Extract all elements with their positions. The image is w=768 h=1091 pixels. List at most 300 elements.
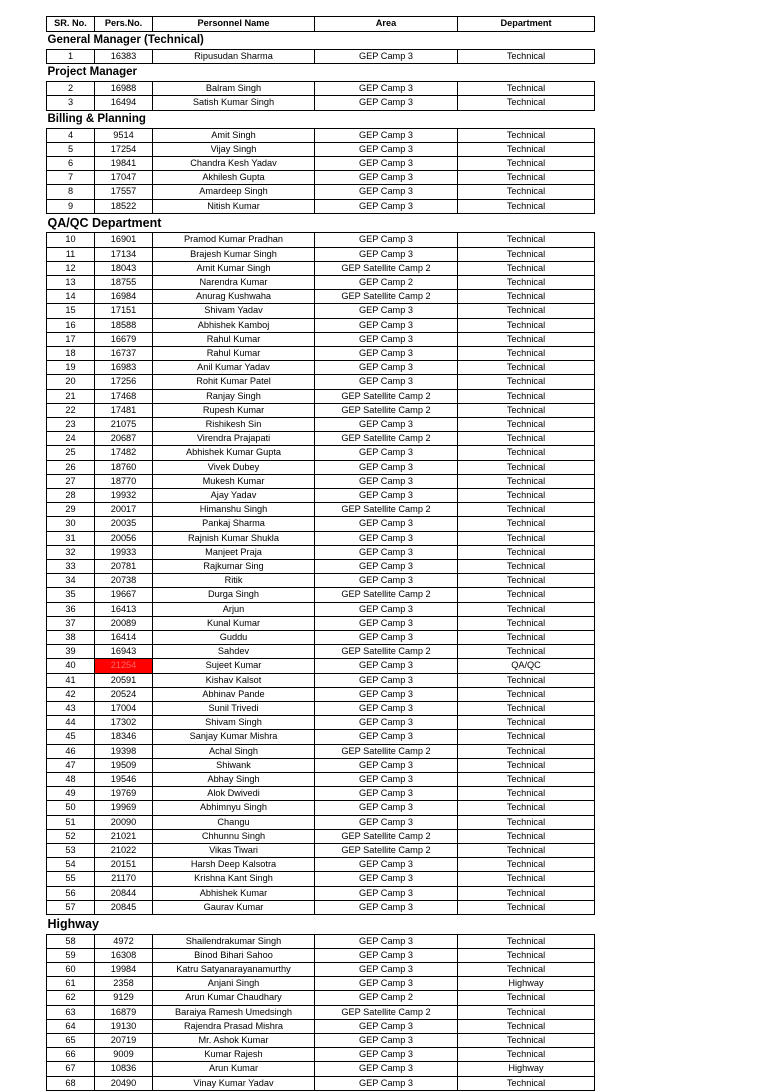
table-row [47,346,595,360]
header-row [47,17,595,32]
sr-no-cell: 35 [47,588,95,602]
personnel-table [46,16,595,1091]
department-cell: Technical [458,361,595,375]
pers-no-cell: 16679 [95,332,153,346]
area-cell: GEP Camp 3 [315,460,458,474]
personnel-name-cell: Rohit Kumar Patel [153,375,315,389]
table-row [47,531,595,545]
personnel-name-cell: Mukesh Kumar [153,474,315,488]
department-cell: Technical [458,829,595,843]
department-cell: Technical [458,716,595,730]
table-row [47,474,595,488]
department-cell: QA/QC [458,659,595,673]
sr-no-cell: 20 [47,375,95,389]
department-cell: Technical [458,432,595,446]
area-cell: GEP Camp 3 [315,787,458,801]
pers-no-cell: 16414 [95,631,153,645]
sr-no-cell: 66 [47,1048,95,1062]
sr-no-cell: 63 [47,1005,95,1019]
personnel-name-cell: Ranjay Singh [153,389,315,403]
pers-no-cell: 21170 [95,872,153,886]
sr-no-cell: 33 [47,560,95,574]
table-row [47,261,595,275]
department-cell: Technical [458,517,595,531]
sr-no-cell: 39 [47,645,95,659]
area-cell: GEP Camp 3 [315,199,458,213]
header-personnel-name: Personnel Name [153,17,315,32]
pers-no-cell: 10836 [95,1062,153,1076]
personnel-name-cell: Harsh Deep Kalsotra [153,858,315,872]
personnel-name-cell: Amardeep Singh [153,185,315,199]
pers-no-cell: 2358 [95,977,153,991]
pers-no-cell: 20089 [95,616,153,630]
department-cell: Technical [458,900,595,914]
area-cell: GEP Camp 3 [315,375,458,389]
department-cell: Technical [458,948,595,962]
sr-no-cell: 1 [47,50,95,64]
department-cell: Technical [458,588,595,602]
department-cell: Technical [458,474,595,488]
table-row [47,290,595,304]
sr-no-cell: 59 [47,948,95,962]
department-cell: Technical [458,332,595,346]
table-row [47,545,595,559]
personnel-name-cell: Vijay Singh [153,142,315,156]
department-cell: Technical [458,171,595,185]
table-row [47,157,595,171]
table-row [47,801,595,815]
table-row [47,389,595,403]
pers-no-cell: 21075 [95,417,153,431]
personnel-name-cell: Rahul Kumar [153,332,315,346]
area-cell: GEP Camp 3 [315,773,458,787]
sr-no-cell: 44 [47,716,95,730]
table-row [47,50,595,64]
table-row [47,730,595,744]
personnel-name-cell: Shiwank [153,758,315,772]
table-row [47,247,595,261]
table-row [47,616,595,630]
pers-no-cell: 4972 [95,934,153,948]
area-cell: GEP Camp 3 [315,247,458,261]
personnel-name-cell: Kunal Kumar [153,616,315,630]
pers-no-cell: 19969 [95,801,153,815]
header-area: Area [315,17,458,32]
sr-no-cell: 12 [47,261,95,275]
table-row [47,417,595,431]
area-cell: GEP Camp 3 [315,659,458,673]
sr-no-cell: 54 [47,858,95,872]
personnel-name-cell: Guddu [153,631,315,645]
pers-no-cell: 20056 [95,531,153,545]
area-cell: GEP Camp 3 [315,1062,458,1076]
pers-no-cell: 16383 [95,50,153,64]
personnel-name-cell: Sujeet Kumar [153,659,315,673]
area-cell: GEP Camp 3 [315,815,458,829]
table-row [47,758,595,772]
pers-no-cell: 9009 [95,1048,153,1062]
pers-no-cell: 19984 [95,962,153,976]
area-cell: GEP Camp 3 [315,948,458,962]
pers-no-cell: 16901 [95,233,153,247]
table-row [47,446,595,460]
pers-no-cell: 18522 [95,199,153,213]
personnel-name-cell: Sanjay Kumar Mishra [153,730,315,744]
area-cell: GEP Camp 3 [315,517,458,531]
pers-no-cell: 16983 [95,361,153,375]
department-cell: Technical [458,304,595,318]
pers-no-cell: 17557 [95,185,153,199]
department-cell: Technical [458,233,595,247]
area-cell: GEP Camp 3 [315,872,458,886]
department-cell: Technical [458,758,595,772]
sr-no-cell: 60 [47,962,95,976]
personnel-name-cell: Abhay Singh [153,773,315,787]
department-cell: Technical [458,446,595,460]
area-cell: GEP Camp 3 [315,1048,458,1062]
table-row [47,96,595,110]
area-cell: GEP Satellite Camp 2 [315,403,458,417]
department-cell: Highway [458,977,595,991]
table-row [47,702,595,716]
sr-no-cell: 3 [47,96,95,110]
department-cell: Technical [458,991,595,1005]
department-cell: Technical [458,375,595,389]
area-cell: GEP Satellite Camp 2 [315,1005,458,1019]
area-cell: GEP Camp 3 [315,560,458,574]
personnel-name-cell: Pankaj Sharma [153,517,315,531]
personnel-name-cell: Sunil Trivedi [153,702,315,716]
table-row [47,142,595,156]
area-cell: GEP Camp 3 [315,346,458,360]
pers-no-cell: 9514 [95,128,153,142]
section-header-row [47,64,595,82]
area-cell: GEP Camp 2 [315,991,458,1005]
sr-no-cell: 16 [47,318,95,332]
personnel-name-cell: Amit Kumar Singh [153,261,315,275]
sr-no-cell: 52 [47,829,95,843]
sr-no-cell: 41 [47,673,95,687]
area-cell: GEP Camp 3 [315,96,458,110]
table-row [47,185,595,199]
personnel-name-cell: Changu [153,815,315,829]
area-cell: GEP Camp 3 [315,1076,458,1090]
personnel-name-cell: Sahdev [153,645,315,659]
table-row [47,1005,595,1019]
table-row [47,1062,595,1076]
personnel-name-cell: Katru Satyanarayanamurthy [153,962,315,976]
department-cell: Technical [458,247,595,261]
personnel-name-cell: Abhishek Kamboj [153,318,315,332]
personnel-name-cell: Nitish Kumar [153,199,315,213]
table-row [47,1019,595,1033]
pers-no-cell: 18770 [95,474,153,488]
table-row [47,403,595,417]
personnel-name-cell: Gaurav Kumar [153,900,315,914]
sr-no-cell: 8 [47,185,95,199]
pers-no-cell: 20524 [95,687,153,701]
sr-no-cell: 21 [47,389,95,403]
table-row [47,844,595,858]
area-cell: GEP Satellite Camp 2 [315,261,458,275]
section-header-row [47,110,595,128]
department-cell: Technical [458,1019,595,1033]
sr-no-cell: 45 [47,730,95,744]
pers-no-cell: 16943 [95,645,153,659]
sr-no-cell: 10 [47,233,95,247]
area-cell: GEP Satellite Camp 2 [315,503,458,517]
pers-no-cell: 19932 [95,488,153,502]
section-title: Highway [47,917,99,932]
area-cell: GEP Camp 3 [315,602,458,616]
sr-no-cell: 34 [47,574,95,588]
personnel-name-cell: Baraiya Ramesh Umedsingh [153,1005,315,1019]
pers-no-cell: 20687 [95,432,153,446]
department-cell: Technical [458,261,595,275]
table-row [47,948,595,962]
department-cell: Technical [458,460,595,474]
personnel-name-cell: Ajay Yadav [153,488,315,502]
pers-no-cell: 20719 [95,1034,153,1048]
area-cell: GEP Satellite Camp 2 [315,645,458,659]
area-cell: GEP Camp 3 [315,488,458,502]
area-cell: GEP Camp 3 [315,361,458,375]
pers-no-cell: 17047 [95,171,153,185]
table-row [47,659,595,673]
pers-no-cell: 16988 [95,82,153,96]
table-row [47,787,595,801]
pers-no-cell: 17468 [95,389,153,403]
sr-no-cell: 62 [47,991,95,1005]
personnel-name-cell: Balram Singh [153,82,315,96]
department-cell: Technical [458,503,595,517]
sr-no-cell: 42 [47,687,95,701]
personnel-name-cell: Manjeet Praja [153,545,315,559]
sr-no-cell: 47 [47,758,95,772]
pers-no-cell: 18588 [95,318,153,332]
sr-no-cell: 5 [47,142,95,156]
sr-no-cell: 17 [47,332,95,346]
department-cell: Technical [458,545,595,559]
pers-no-cell: 17302 [95,716,153,730]
pers-no-cell: 20738 [95,574,153,588]
department-cell: Technical [458,815,595,829]
area-cell: GEP Camp 3 [315,157,458,171]
area-cell: GEP Camp 3 [315,82,458,96]
table-row [47,716,595,730]
department-cell: Technical [458,1048,595,1062]
table-row [47,432,595,446]
area-cell: GEP Satellite Camp 2 [315,588,458,602]
pers-no-cell: 21254 [95,659,153,673]
personnel-name-cell: Pramod Kumar Pradhan [153,233,315,247]
department-cell: Technical [458,275,595,289]
department-cell: Highway [458,1062,595,1076]
sr-no-cell: 23 [47,417,95,431]
sr-no-cell: 14 [47,290,95,304]
area-cell: GEP Camp 3 [315,934,458,948]
area-cell: GEP Satellite Camp 2 [315,290,458,304]
department-cell: Technical [458,773,595,787]
sr-no-cell: 55 [47,872,95,886]
section-title: General Manager (Technical) [47,34,204,46]
personnel-name-cell: Mr. Ashok Kumar [153,1034,315,1048]
header-pers-no: Pers.No. [95,17,153,32]
table-row [47,1034,595,1048]
area-cell: GEP Camp 3 [315,531,458,545]
department-cell: Technical [458,1005,595,1019]
personnel-name-cell: Ritik [153,574,315,588]
personnel-name-cell: Ripusudan Sharma [153,50,315,64]
table-row [47,332,595,346]
department-cell: Technical [458,1034,595,1048]
personnel-name-cell: Vinay Kumar Yadav [153,1076,315,1090]
pers-no-cell: 19130 [95,1019,153,1033]
pers-no-cell: 16737 [95,346,153,360]
table-row [47,503,595,517]
sr-no-cell: 15 [47,304,95,318]
area-cell: GEP Camp 3 [315,332,458,346]
personnel-name-cell: Rajnish Kumar Shukla [153,531,315,545]
sr-no-cell: 26 [47,460,95,474]
pers-no-cell: 17481 [95,403,153,417]
personnel-name-cell: Kumar Rajesh [153,1048,315,1062]
department-cell: Technical [458,616,595,630]
pers-no-cell: 17004 [95,702,153,716]
personnel-name-cell: Anil Kumar Yadav [153,361,315,375]
department-cell: Technical [458,142,595,156]
area-cell: GEP Camp 3 [315,886,458,900]
area-cell: GEP Camp 3 [315,631,458,645]
pers-no-cell: 17482 [95,446,153,460]
table-row [47,488,595,502]
department-cell: Technical [458,1076,595,1090]
personnel-name-cell: Himanshu Singh [153,503,315,517]
sr-no-cell: 57 [47,900,95,914]
personnel-name-cell: Brajesh Kumar Singh [153,247,315,261]
pers-no-cell: 16494 [95,96,153,110]
area-cell: GEP Camp 3 [315,417,458,431]
department-cell: Technical [458,318,595,332]
personnel-name-cell: Shailendrakumar Singh [153,934,315,948]
table-row [47,900,595,914]
pers-no-cell: 21021 [95,829,153,843]
sr-no-cell: 38 [47,631,95,645]
area-cell: GEP Camp 3 [315,318,458,332]
table-row [47,375,595,389]
sr-no-cell: 11 [47,247,95,261]
table-row [47,829,595,843]
table-row [47,199,595,213]
table-row [47,517,595,531]
personnel-name-cell: Virendra Prajapati [153,432,315,446]
personnel-name-cell: Anurag Kushwaha [153,290,315,304]
table-row [47,361,595,375]
table-row [47,318,595,332]
department-cell: Technical [458,702,595,716]
table-row [47,962,595,976]
pers-no-cell: 20035 [95,517,153,531]
pers-no-cell: 17254 [95,142,153,156]
area-cell: GEP Camp 3 [315,716,458,730]
area-cell: GEP Satellite Camp 2 [315,389,458,403]
personnel-name-cell: Abhishek Kumar Gupta [153,446,315,460]
area-cell: GEP Camp 3 [315,673,458,687]
area-cell: GEP Camp 3 [315,142,458,156]
area-cell: GEP Camp 3 [315,185,458,199]
personnel-name-cell: Durga Singh [153,588,315,602]
area-cell: GEP Camp 3 [315,545,458,559]
sr-no-cell: 24 [47,432,95,446]
table-row [47,631,595,645]
area-cell: GEP Satellite Camp 2 [315,744,458,758]
sr-no-cell: 22 [47,403,95,417]
department-cell: Technical [458,645,595,659]
department-cell: Technical [458,801,595,815]
table-row [47,815,595,829]
pers-no-cell: 16413 [95,602,153,616]
department-cell: Technical [458,290,595,304]
department-cell: Technical [458,185,595,199]
section-header-row [47,32,595,50]
pers-no-cell: 9129 [95,991,153,1005]
header-sr-no: SR. No. [47,17,95,32]
personnel-sheet [46,16,594,1091]
table-row [47,171,595,185]
table-row [47,886,595,900]
table-row [47,128,595,142]
table-row [47,872,595,886]
section-header-row [47,213,595,233]
sr-no-cell: 18 [47,346,95,360]
personnel-name-cell: Shivam Singh [153,716,315,730]
sr-no-cell: 27 [47,474,95,488]
table-row [47,773,595,787]
department-cell: Technical [458,602,595,616]
section-title: QA/QC Department [47,215,162,230]
personnel-name-cell: Alok Dwivedi [153,787,315,801]
personnel-name-cell: Abhinav Pande [153,687,315,701]
department-cell: Technical [458,886,595,900]
department-cell: Technical [458,844,595,858]
area-cell: GEP Camp 3 [315,233,458,247]
sr-no-cell: 31 [47,531,95,545]
pers-no-cell: 16984 [95,290,153,304]
department-cell: Technical [458,96,595,110]
personnel-name-cell: Vikas Tiwari [153,844,315,858]
area-cell: GEP Camp 3 [315,171,458,185]
area-cell: GEP Camp 3 [315,687,458,701]
sr-no-cell: 30 [47,517,95,531]
department-cell: Technical [458,50,595,64]
pers-no-cell: 17256 [95,375,153,389]
table-row [47,977,595,991]
sr-no-cell: 37 [47,616,95,630]
pers-no-cell: 18043 [95,261,153,275]
area-cell: GEP Camp 3 [315,977,458,991]
table-row [47,233,595,247]
personnel-name-cell: Abhishek Kumar [153,886,315,900]
department-cell: Technical [458,403,595,417]
section-header-row [47,915,595,935]
pers-no-cell: 17134 [95,247,153,261]
department-cell: Technical [458,744,595,758]
personnel-name-cell: Anjani Singh [153,977,315,991]
personnel-name-cell: Krishna Kant Singh [153,872,315,886]
area-cell: GEP Satellite Camp 2 [315,829,458,843]
sr-no-cell: 32 [47,545,95,559]
table-row [47,1076,595,1090]
